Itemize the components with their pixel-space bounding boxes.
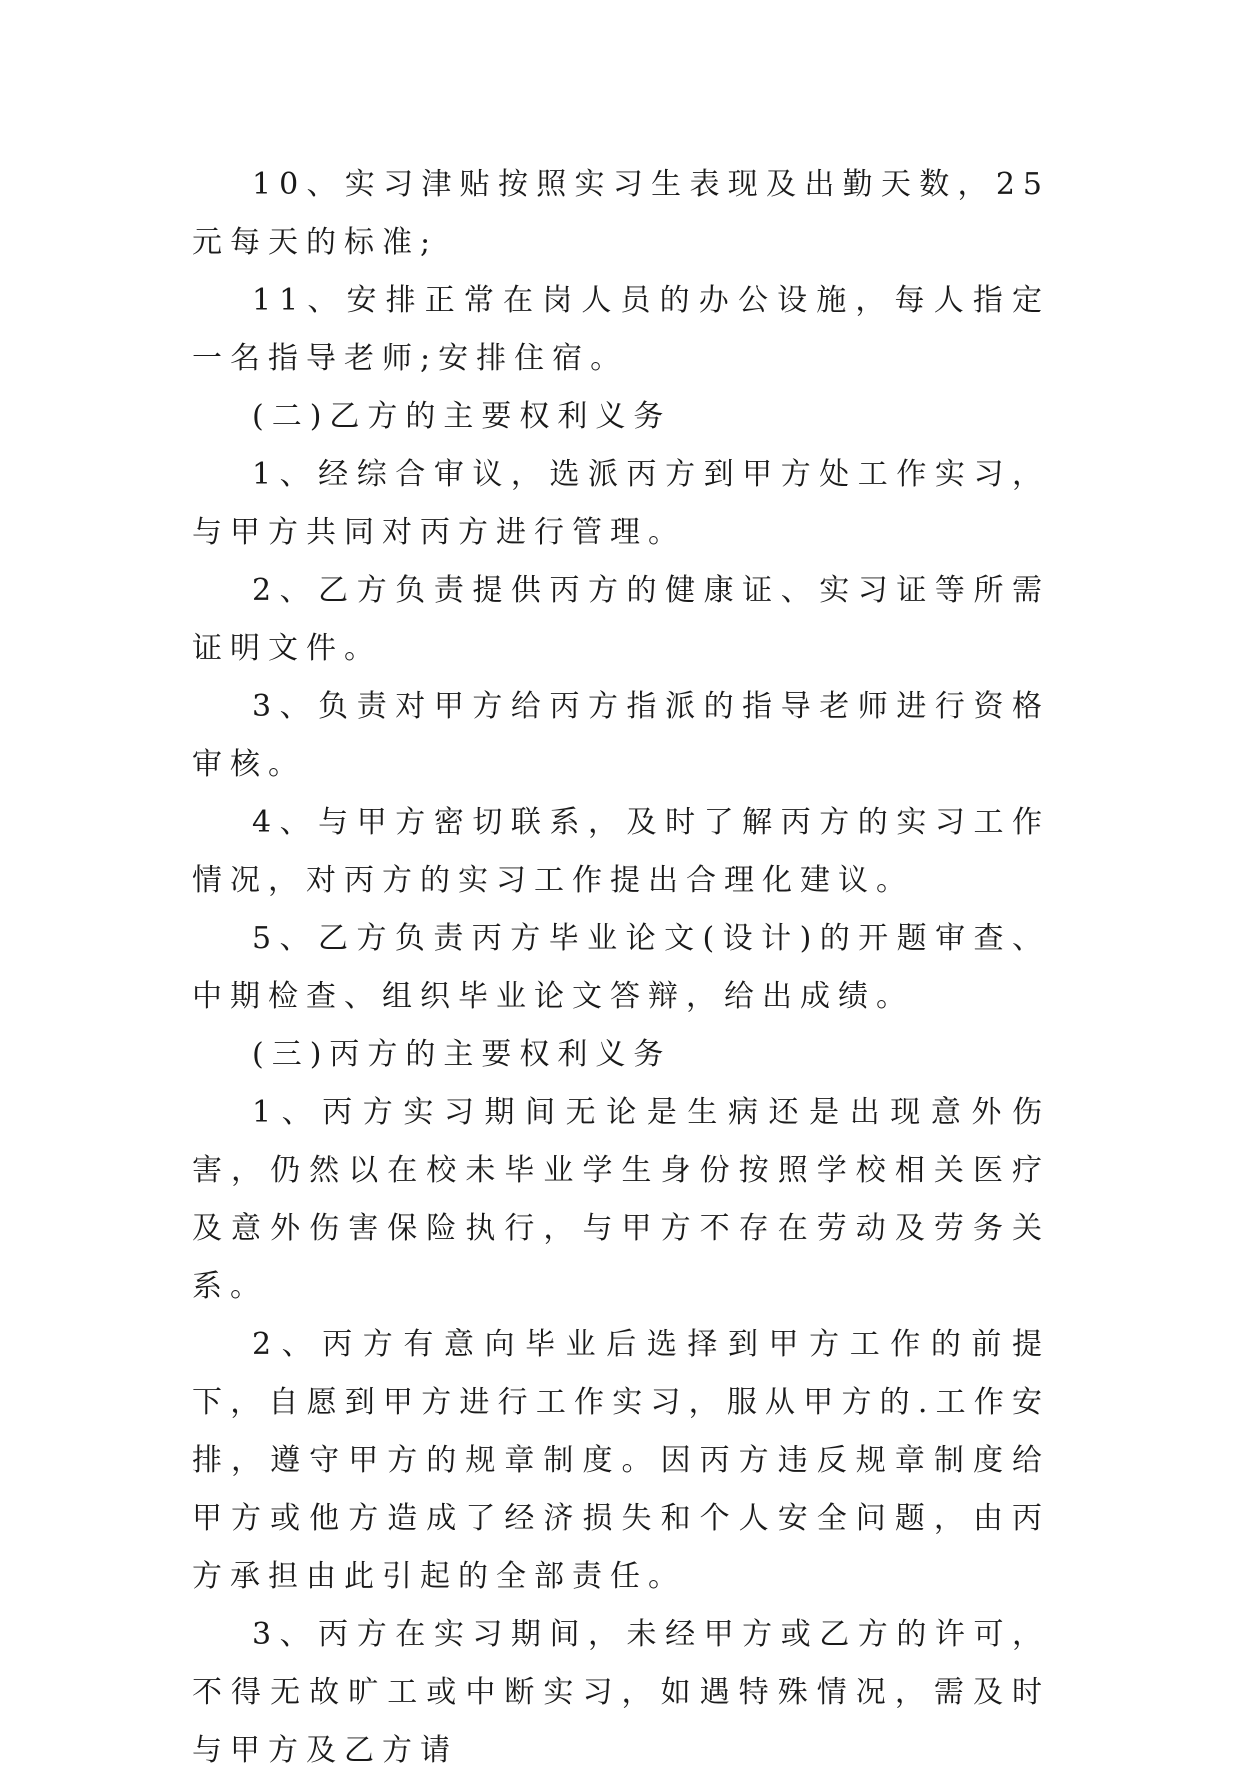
paragraph-party-b-1: 1、经综合审议，选派丙方到甲方处工作实习，与甲方共同对丙方进行管理。 — [192, 457, 1050, 550]
paragraph-office-facilities: 11、安排正常在岗人员的办公设施，每人指定一名指导老师;安排住宿。 — [192, 283, 1050, 376]
paragraph-party-b-5: 5、乙方负责丙方毕业论文(设计)的开题审查、中期检查、组织毕业论文答辩，给出成绩。 — [192, 921, 1050, 1014]
paragraph-party-b-2: 2、乙方负责提供丙方的健康证、实习证等所需证明文件。 — [192, 573, 1050, 666]
paragraph-allowance: 10、实习津贴按照实习生表现及出勤天数，25元每天的标准; — [192, 167, 1050, 260]
paragraph-party-c-1: 1、丙方实习期间无论是生病还是出现意外伤害，仍然以在校未毕业学生身份按照学校相关医疗及意外伤害保险执行，与甲方不存在劳动及劳务关系。 — [192, 1095, 1050, 1304]
section-heading-party-c: (三)丙方的主要权利义务 — [252, 1037, 672, 1072]
paragraph-party-c-3: 3、丙方在实习期间，未经甲方或乙方的许可，不得无故旷工或中断实习，如遇特殊情况，需及时与甲方及乙方请 — [192, 1617, 1050, 1768]
paragraph-party-c-2: 2、丙方有意向毕业后选择到甲方工作的前提下，自愿到甲方进行工作实习，服从甲方的.工作安排，遵守甲方的规章制度。因丙方违反规章制度给甲方或他方造成了经济损失和个人安全问题，由丙方承担由此引起的全部责任。 — [192, 1327, 1050, 1594]
paragraph-party-b-4: 4、与甲方密切联系，及时了解丙方的实习工作情况，对丙方的实习工作提出合理化建议。 — [192, 805, 1050, 898]
document-body — [192, 156, 1050, 1780]
section-heading-party-b: (二)乙方的主要权利义务 — [252, 399, 672, 434]
paragraph-party-b-3: 3、负责对甲方给丙方指派的指导老师进行资格审核。 — [192, 689, 1050, 782]
